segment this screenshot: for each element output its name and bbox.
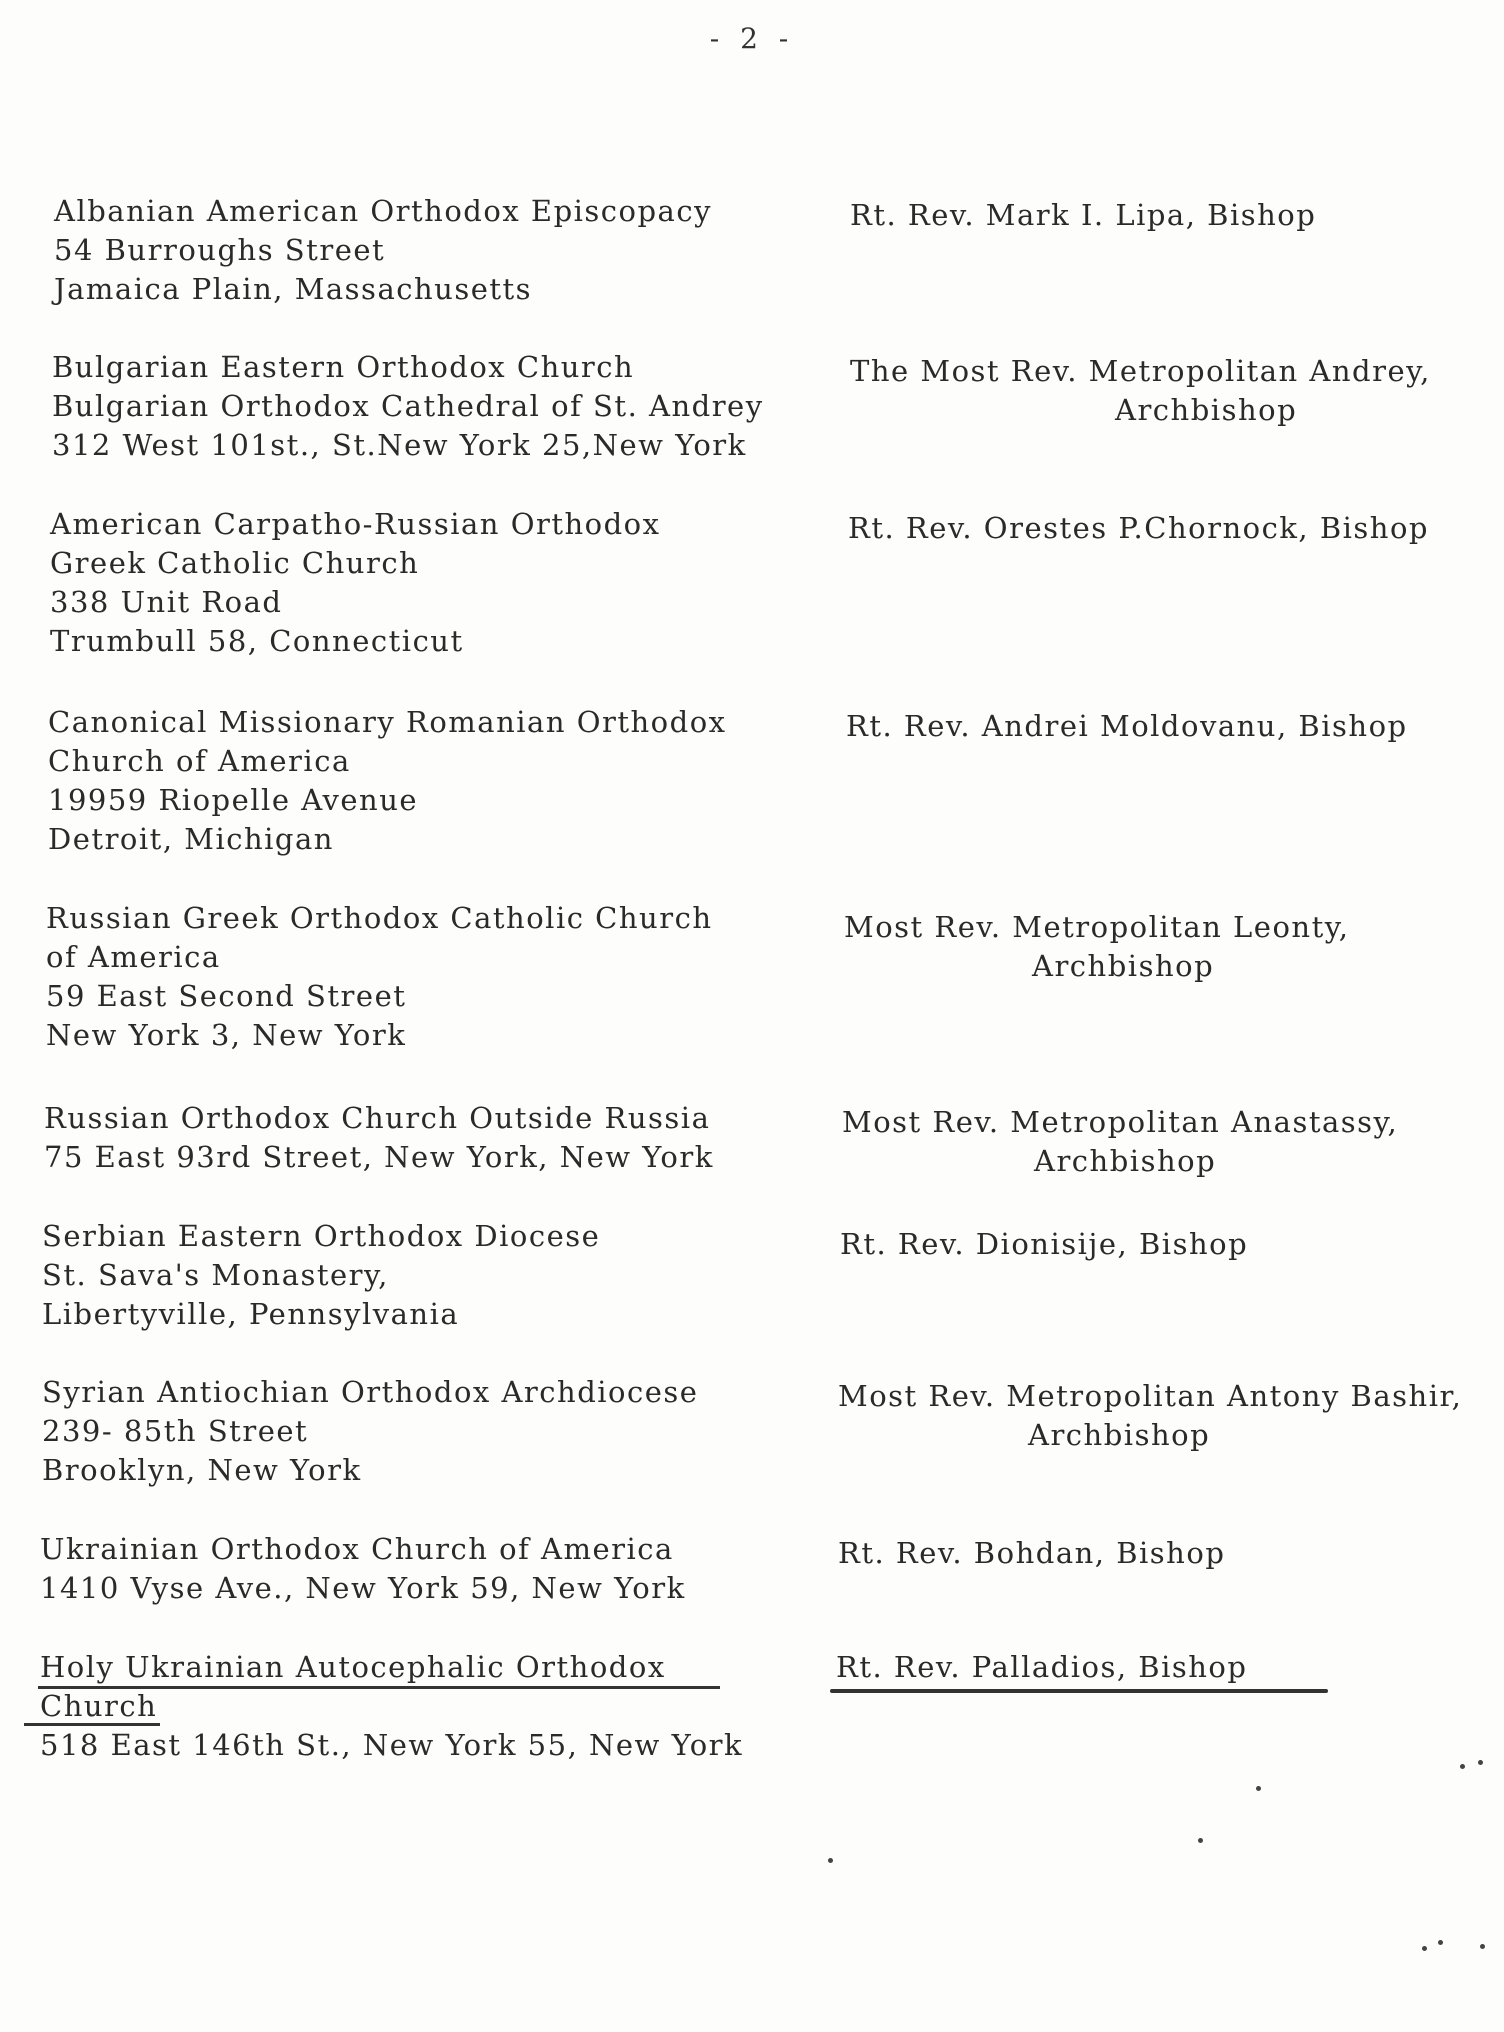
organization-address <box>46 899 713 1055</box>
organization-address <box>42 1217 600 1334</box>
organization-name: Holy Ukrainian Autocephalic Orthodox <box>40 1650 666 1684</box>
leader <box>836 1648 1247 1687</box>
scan-speck <box>1460 1764 1465 1769</box>
organization-name: Russian Orthodox Church Outside Russia <box>44 1101 711 1135</box>
address-line: 239- 85th Street <box>42 1414 309 1448</box>
organization-name: American Carpatho-Russian Orthodox <box>50 507 661 541</box>
leader-title: Archbishop <box>1032 949 1215 983</box>
leader <box>838 1534 1225 1573</box>
leader-title: Most Rev. Metropolitan Anastassy, <box>842 1105 1399 1139</box>
address-line: Jamaica Plain, Massachusetts <box>54 272 533 306</box>
address-line: 1410 Vyse Ave., New York 59, New York <box>40 1571 686 1605</box>
address-line: 59 East Second Street <box>46 979 407 1013</box>
address-line: St. Sava's Monastery, <box>42 1258 389 1292</box>
organization-name: Syrian Antiochian Orthodox Archdiocese <box>42 1375 699 1409</box>
organization-name: Bulgarian Eastern Orthodox Church <box>52 350 635 384</box>
leader-title: Rt. Rev. Orestes P.Chornock, Bishop <box>848 511 1429 545</box>
address-line: Detroit, Michigan <box>48 822 334 856</box>
address-line: New York 3, New York <box>46 1018 407 1052</box>
organization-name: Greek Catholic Church <box>50 546 420 580</box>
leader <box>846 707 1408 746</box>
organization-name: Church <box>40 1689 158 1723</box>
organization-address <box>40 1530 686 1608</box>
organization-address <box>54 192 712 309</box>
organization-name: Serbian Eastern Orthodox Diocese <box>42 1219 601 1253</box>
page-number: - 2 - <box>709 22 795 55</box>
scan-speck <box>1256 1786 1261 1791</box>
organization-name: of America <box>46 940 221 974</box>
leader-title: Rt. Rev. Andrei Moldovanu, Bishop <box>846 709 1408 743</box>
scan-speck <box>1198 1838 1203 1843</box>
org-underline <box>24 1723 160 1726</box>
address-line: Libertyville, Pennsylvania <box>42 1297 460 1331</box>
scan-speck <box>1478 1760 1483 1765</box>
leader-title: Rt. Rev. Palladios, Bishop <box>836 1650 1248 1684</box>
leader-title: Most Rev. Metropolitan Antony Bashir, <box>838 1379 1463 1413</box>
scan-speck <box>828 1858 833 1863</box>
scan-speck <box>1438 1940 1443 1945</box>
org-underline <box>38 1686 720 1689</box>
leader-title: Archbishop <box>1028 1418 1211 1452</box>
organization-name: Russian Greek Orthodox Catholic Church <box>46 901 713 935</box>
leader <box>850 352 1431 430</box>
scan-speck <box>1480 1944 1485 1949</box>
leader-title: The Most Rev. Metropolitan Andrey, <box>850 354 1431 388</box>
address-line: 518 East 146th St., New York 55, New York <box>40 1728 744 1762</box>
scan-speck <box>1422 1946 1427 1951</box>
organization-name: Albanian American Orthodox Episcopacy <box>54 194 712 228</box>
organization-address <box>44 1099 714 1177</box>
organization-name: Church of America <box>48 744 351 778</box>
leader-title: Rt. Rev. Bohdan, Bishop <box>838 1536 1226 1570</box>
organization-name: Ukrainian Orthodox Church of America <box>40 1532 674 1566</box>
leader <box>840 1225 1248 1264</box>
address-line: 54 Burroughs Street <box>54 233 386 267</box>
leader-title: Rt. Rev. Dionisije, Bishop <box>840 1227 1249 1261</box>
address-line: 312 West 101st., St.New York 25,New York <box>52 428 747 462</box>
leader-underline <box>830 1689 1328 1693</box>
leader <box>838 1377 1462 1455</box>
organization-address <box>50 505 661 661</box>
organization-address <box>40 1648 743 1765</box>
organization-address <box>48 703 727 859</box>
leader <box>848 509 1429 548</box>
organization-name: Bulgarian Orthodox Cathedral of St. Andrey <box>52 389 764 423</box>
leader <box>850 196 1316 235</box>
address-line: 338 Unit Road <box>50 585 283 619</box>
address-line: 75 East 93rd Street, New York, New York <box>44 1140 714 1174</box>
leader <box>842 1103 1398 1181</box>
address-line: Brooklyn, New York <box>42 1453 362 1487</box>
leader-title: Rt. Rev. Mark I. Lipa, Bishop <box>850 198 1317 232</box>
address-line: 19959 Riopelle Avenue <box>48 783 419 817</box>
leader <box>844 908 1350 986</box>
organization-address <box>42 1373 698 1490</box>
leader-title: Archbishop <box>1115 393 1298 427</box>
organization-address <box>52 348 764 465</box>
leader-title: Archbishop <box>1034 1144 1217 1178</box>
organization-name: Canonical Missionary Romanian Orthodox <box>48 705 727 739</box>
address-line: Trumbull 58, Connecticut <box>50 624 464 658</box>
leader-title: Most Rev. Metropolitan Leonty, <box>844 910 1350 944</box>
